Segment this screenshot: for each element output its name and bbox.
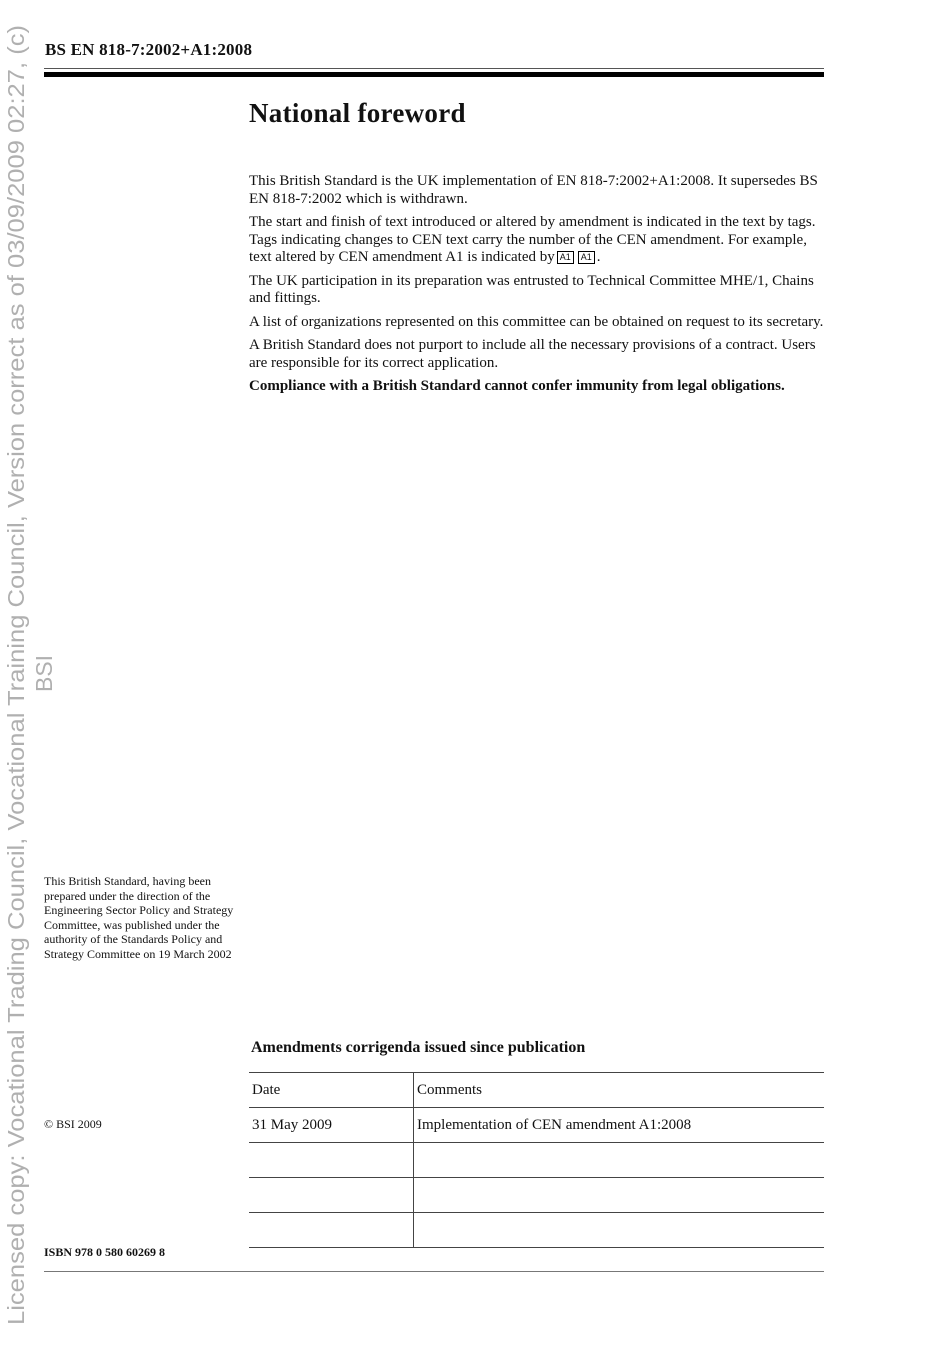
paragraph-amendment-tags-end: .	[596, 249, 601, 265]
watermark-line-1: Licensed copy: Vocational Trading Council, Vocational Training Council, Version correct as of 03/09/2009 02:27, (c)	[3, 155, 29, 1325]
header-comments: Comments	[414, 1073, 825, 1108]
cell-comments	[414, 1178, 825, 1213]
main-content	[249, 98, 824, 402]
cell-date	[249, 1143, 414, 1178]
cell-comments	[414, 1213, 825, 1248]
paragraph-implementation: This British Standard is the UK implementation of EN 818-7:2002+A1:2008. It supersedes BS EN 818-7:2002 which is withdrawn.	[249, 173, 818, 207]
amendment-open-tag-icon: A1	[557, 251, 574, 264]
paragraph-committee-list: A list of organizations represented on this committee can be obtained on request to its secretary.	[249, 313, 824, 330]
paragraph-disclaimer: A British Standard does not purport to include all the necessary provisions of a contract. Users are responsible for its correct application.	[249, 337, 816, 371]
table-row	[249, 1213, 824, 1248]
footer-rule	[44, 1271, 824, 1272]
publication-note: This British Standard, having been prepared under the direction of the Engineering Sector Policy and Strategy Committee, was published under the authority of the Standards Policy and Strategy Committee on 19 March 2002	[44, 874, 234, 961]
amendments-table	[249, 1072, 824, 1248]
amendment-close-tag-icon: A1	[578, 251, 595, 264]
table-row	[249, 1178, 824, 1213]
header-rule-thin	[44, 68, 824, 69]
cell-comments: Implementation of CEN amendment A1:2008	[414, 1108, 825, 1143]
cell-date	[249, 1213, 414, 1248]
header-rule-thick	[44, 72, 824, 77]
document-id: BS EN 818-7:2002+A1:2008	[45, 40, 253, 59]
copyright-notice: © BSI 2009	[44, 1117, 102, 1131]
isbn-number: ISBN 978 0 580 60269 8	[44, 1245, 166, 1259]
paragraph-participation: The UK participation in its preparation was entrusted to Technical Committee MHE/1, Chains and fittings.	[249, 272, 814, 306]
watermark-line-2: BSI	[31, 654, 57, 692]
cell-date: 31 May 2009	[249, 1108, 414, 1143]
table-row	[249, 1108, 824, 1143]
paragraph-amendment-tags	[249, 214, 824, 267]
table-row	[249, 1143, 824, 1178]
paragraph-compliance: Compliance with a British Standard cannot confer immunity from legal obligations.	[249, 378, 785, 394]
amendments-title: Amendments corrigenda issued since publication	[251, 1039, 586, 1056]
header-date: Date	[249, 1073, 414, 1108]
page-title: National foreword	[249, 98, 466, 128]
cell-comments	[414, 1143, 825, 1178]
cell-date	[249, 1178, 414, 1213]
paragraph-amendment-tags-text: The start and finish of text introduced or altered by amendment is indicated in the text by tags. Tags indicating changes to CEN text carry the number of the CEN amendment. For example, text altered by CEN amendment A1 is indicated by	[249, 214, 816, 265]
table-header-row	[249, 1073, 824, 1108]
